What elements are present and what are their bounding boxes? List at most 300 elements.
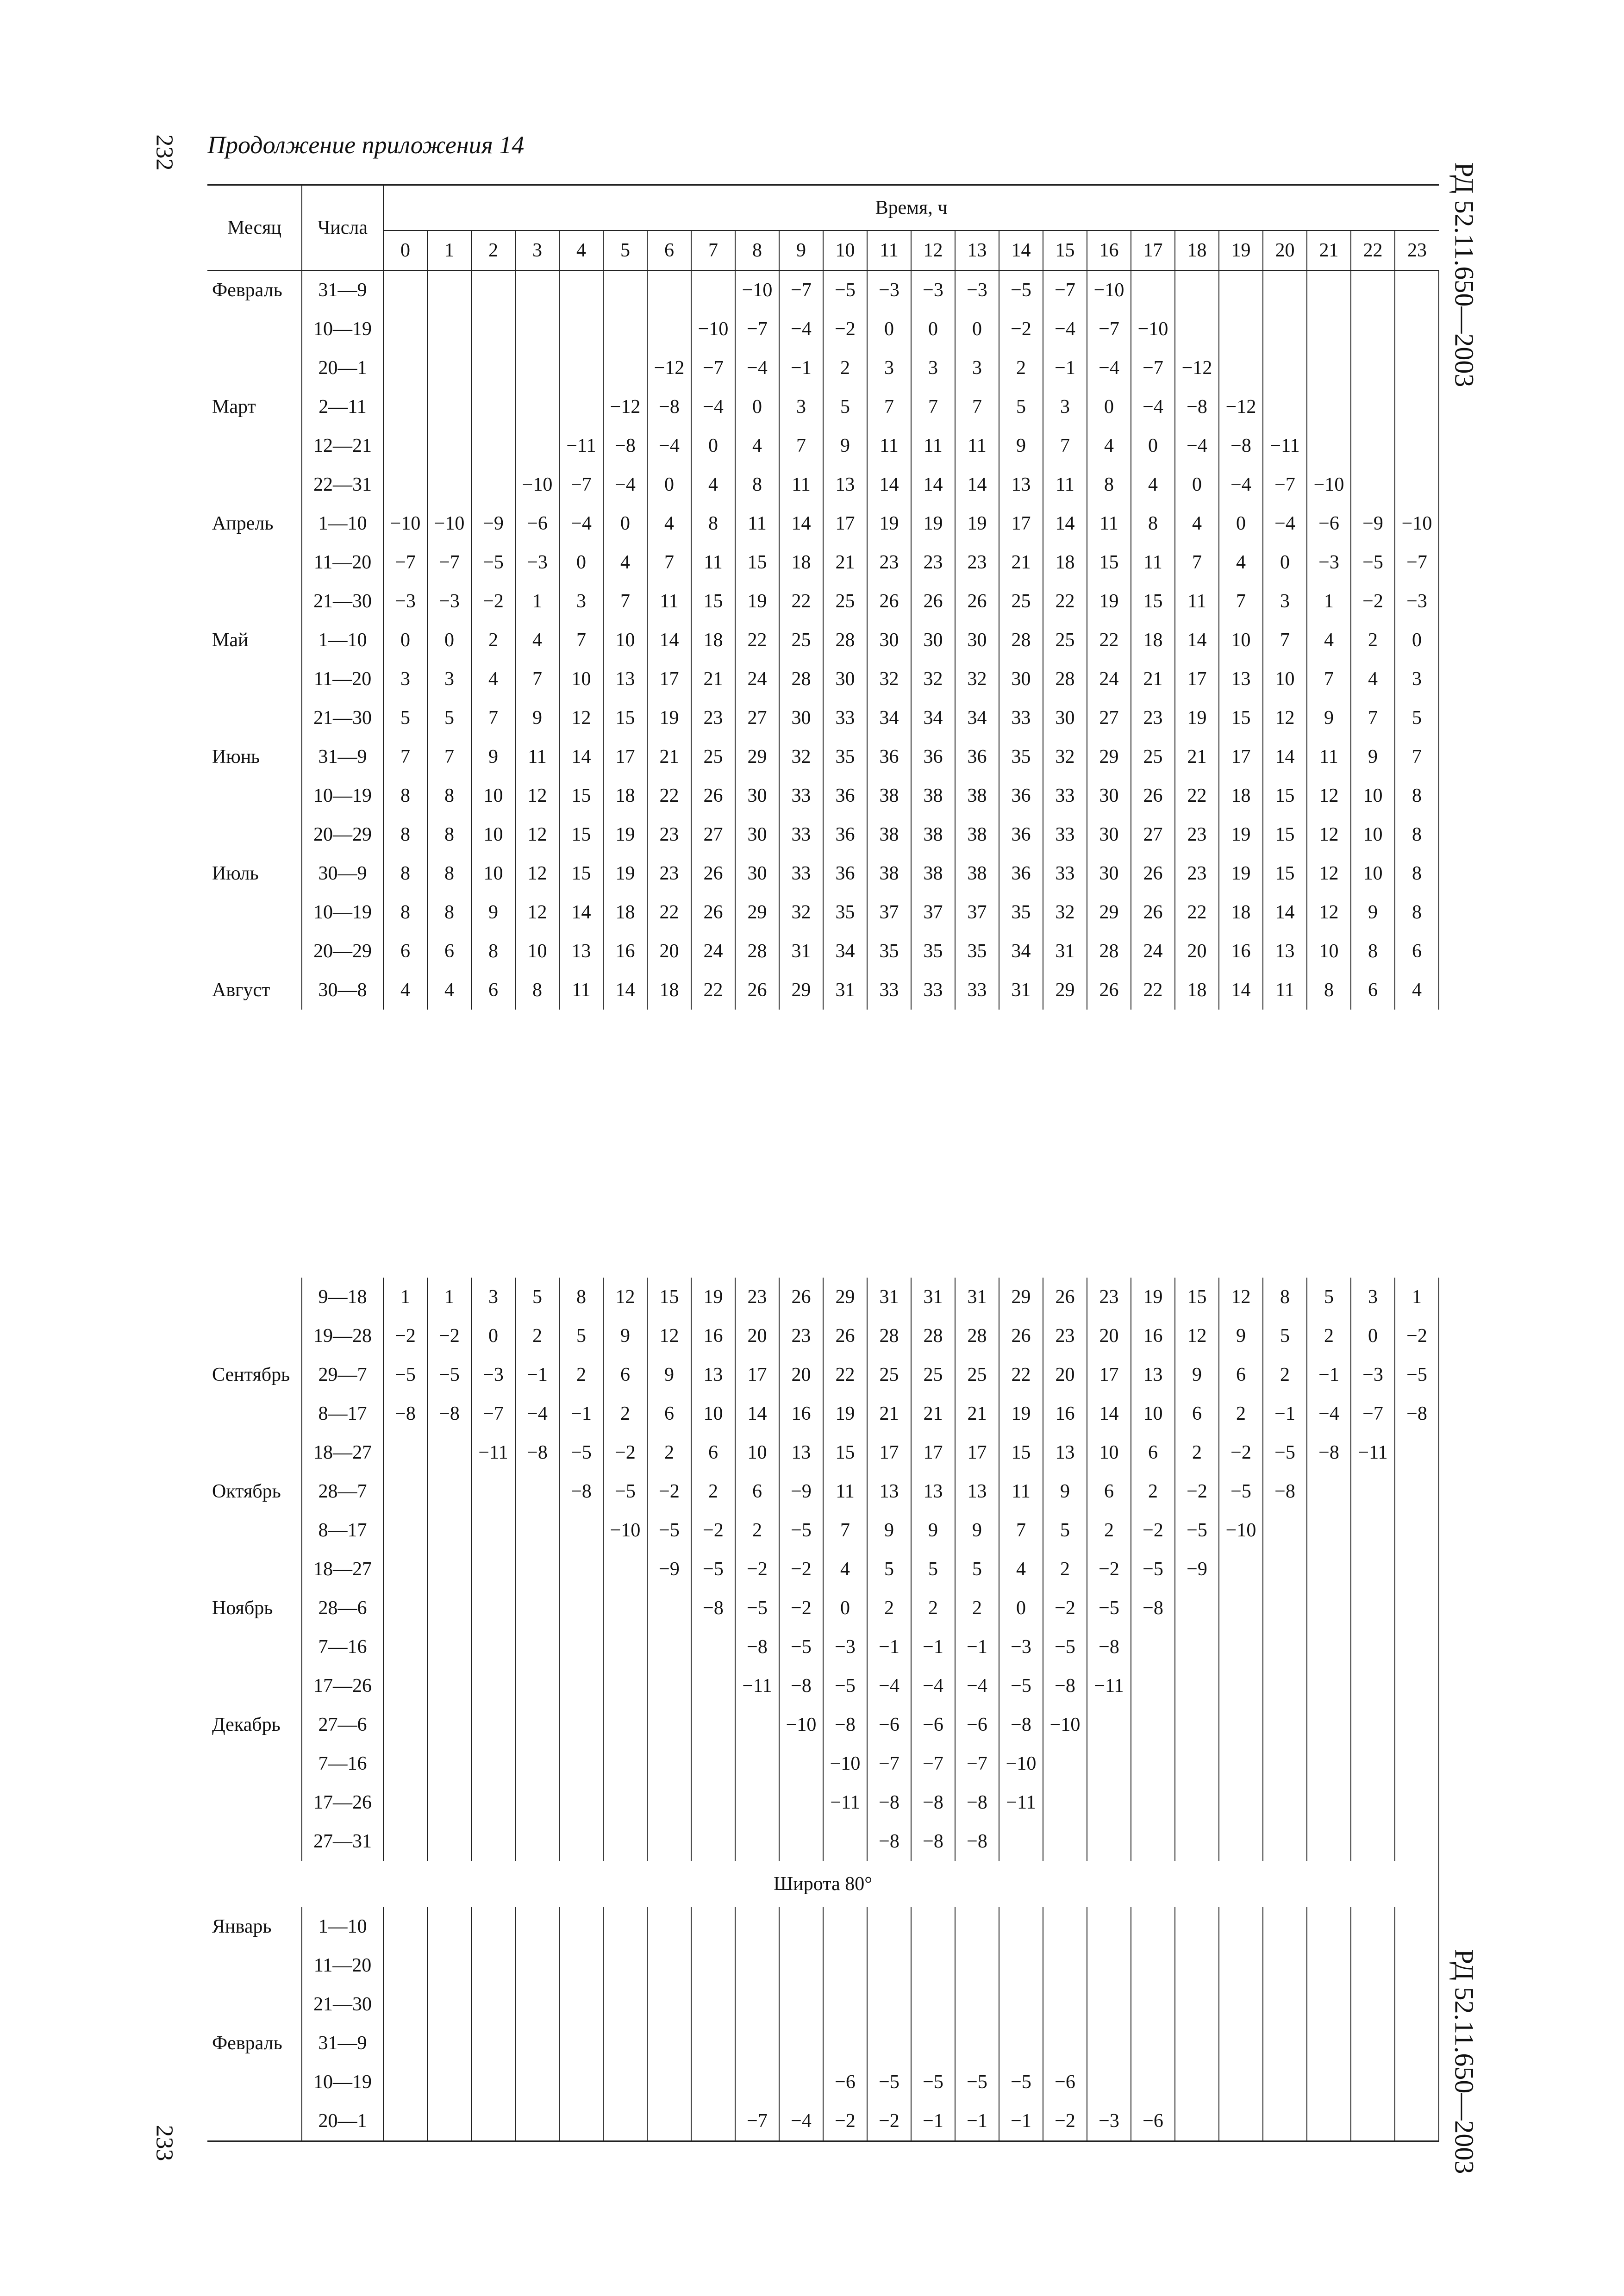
value-cell: −10 xyxy=(1219,1511,1263,1550)
value-cell: 1 xyxy=(515,582,559,621)
value-cell xyxy=(1307,1511,1351,1550)
value-cell xyxy=(383,1783,427,1822)
days-cell: 29—7 xyxy=(302,1355,383,1394)
value-cell: −8 xyxy=(1395,1394,1439,1433)
value-cell: −8 xyxy=(383,1394,427,1433)
value-cell: 17 xyxy=(735,1355,779,1394)
value-cell: 26 xyxy=(1131,854,1175,893)
month-cell xyxy=(207,1394,302,1433)
value-cell: 4 xyxy=(1175,504,1219,543)
value-cell: 2 xyxy=(911,1589,955,1628)
value-cell: 12 xyxy=(1307,776,1351,815)
value-cell xyxy=(1307,310,1351,349)
value-cell: 0 xyxy=(1175,465,1219,504)
value-cell: −1 xyxy=(559,1394,603,1433)
header-hour: 1 xyxy=(427,231,471,270)
value-cell xyxy=(1395,1628,1439,1666)
value-cell: −5 xyxy=(911,2063,955,2102)
value-cell: 0 xyxy=(867,310,911,349)
value-cell: 31 xyxy=(911,1278,955,1316)
value-cell xyxy=(603,270,647,310)
value-cell: 15 xyxy=(735,543,779,582)
value-cell: 12 xyxy=(647,1316,691,1355)
value-cell: 6 xyxy=(427,932,471,971)
table-row xyxy=(207,1433,1439,1472)
value-cell xyxy=(1307,349,1351,387)
value-cell: 4 xyxy=(1307,621,1351,660)
value-cell xyxy=(471,1589,515,1628)
days-cell: 12—21 xyxy=(302,426,383,465)
value-cell: 32 xyxy=(911,660,955,699)
page-title: Продолжение приложения 14 xyxy=(207,131,525,159)
value-cell xyxy=(691,1783,735,1822)
value-cell: 33 xyxy=(911,971,955,1010)
value-cell xyxy=(471,1550,515,1589)
days-cell: 30—8 xyxy=(302,971,383,1010)
days-cell: 31—9 xyxy=(302,270,383,310)
value-cell: 26 xyxy=(1043,1278,1087,1316)
value-cell: −3 xyxy=(1395,582,1439,621)
value-cell: 0 xyxy=(735,387,779,426)
value-cell: 23 xyxy=(647,815,691,854)
value-cell xyxy=(559,1705,603,1744)
value-cell: −1 xyxy=(515,1355,559,1394)
days-cell: 20—29 xyxy=(302,815,383,854)
days-cell: 19—28 xyxy=(302,1316,383,1355)
value-cell: −1 xyxy=(955,2102,999,2141)
value-cell: −2 xyxy=(1087,1550,1131,1589)
value-cell xyxy=(383,1472,427,1511)
value-cell: −1 xyxy=(955,1628,999,1666)
value-cell xyxy=(471,2063,515,2102)
value-cell xyxy=(515,1907,559,1946)
value-cell: 36 xyxy=(823,854,867,893)
value-cell: 11 xyxy=(867,426,911,465)
value-cell: 25 xyxy=(779,621,823,660)
value-cell xyxy=(779,1907,823,1946)
value-cell xyxy=(603,2063,647,2102)
value-cell: −3 xyxy=(1307,543,1351,582)
value-cell xyxy=(427,1666,471,1705)
value-cell: 8 xyxy=(515,971,559,1010)
value-cell: 3 xyxy=(559,582,603,621)
value-cell: 19 xyxy=(1219,854,1263,893)
value-cell: 29 xyxy=(999,1278,1043,1316)
value-cell: 3 xyxy=(383,660,427,699)
value-cell xyxy=(1087,2063,1131,2102)
value-cell: 9 xyxy=(955,1511,999,1550)
value-cell: 35 xyxy=(911,932,955,971)
value-cell: 30 xyxy=(999,660,1043,699)
value-cell: 8 xyxy=(1307,971,1351,1010)
value-cell: −4 xyxy=(1307,1394,1351,1433)
value-cell xyxy=(691,1666,735,1705)
value-cell xyxy=(559,349,603,387)
value-cell: 33 xyxy=(779,854,823,893)
month-cell xyxy=(207,660,302,699)
value-cell xyxy=(1307,1705,1351,1744)
value-cell: 32 xyxy=(779,737,823,776)
value-cell: −8 xyxy=(603,426,647,465)
value-cell xyxy=(1395,1511,1439,1550)
value-cell: −2 xyxy=(1395,1316,1439,1355)
value-cell: 4 xyxy=(471,660,515,699)
value-cell xyxy=(1307,426,1351,465)
value-cell: 23 xyxy=(1131,699,1175,737)
value-cell xyxy=(1307,1550,1351,1589)
value-cell: 8 xyxy=(383,815,427,854)
table-row xyxy=(207,737,1439,776)
value-cell xyxy=(1351,1511,1395,1550)
value-cell: −2 xyxy=(823,310,867,349)
value-cell: 8 xyxy=(427,854,471,893)
value-cell xyxy=(1087,1783,1131,1822)
value-cell xyxy=(1307,1666,1351,1705)
value-cell xyxy=(1043,1985,1087,2024)
value-cell: 26 xyxy=(779,1278,823,1316)
value-cell xyxy=(1219,270,1263,310)
value-cell: −8 xyxy=(1307,1433,1351,1472)
month-cell: Ноябрь xyxy=(207,1589,302,1628)
table-row xyxy=(207,465,1439,504)
value-cell xyxy=(471,1628,515,1666)
value-cell: −2 xyxy=(471,582,515,621)
value-cell xyxy=(1263,1822,1307,1861)
value-cell: 19 xyxy=(647,699,691,737)
value-cell: 4 xyxy=(1351,660,1395,699)
value-cell: −5 xyxy=(999,2063,1043,2102)
value-cell xyxy=(1395,310,1439,349)
value-cell: −1 xyxy=(1263,1394,1307,1433)
value-cell: 14 xyxy=(647,621,691,660)
value-cell: 11 xyxy=(691,543,735,582)
value-cell xyxy=(647,1783,691,1822)
value-cell xyxy=(515,1550,559,1589)
value-cell xyxy=(427,310,471,349)
value-cell: −1 xyxy=(1307,1355,1351,1394)
value-cell: 19 xyxy=(1087,582,1131,621)
value-cell: −8 xyxy=(1175,387,1219,426)
value-cell xyxy=(647,1985,691,2024)
value-cell xyxy=(1175,1822,1219,1861)
value-cell xyxy=(647,2102,691,2141)
value-cell xyxy=(603,310,647,349)
value-cell xyxy=(691,1744,735,1783)
value-cell: 19 xyxy=(823,1394,867,1433)
value-cell xyxy=(1395,349,1439,387)
value-cell: 6 xyxy=(603,1355,647,1394)
value-cell: 29 xyxy=(823,1278,867,1316)
value-cell xyxy=(823,2024,867,2063)
value-cell xyxy=(559,1946,603,1985)
value-cell: 10 xyxy=(1219,621,1263,660)
value-cell: 21 xyxy=(691,660,735,699)
value-cell xyxy=(823,1907,867,1946)
value-cell: 31 xyxy=(779,932,823,971)
value-cell xyxy=(1131,1666,1175,1705)
value-cell: 19 xyxy=(603,815,647,854)
value-cell xyxy=(647,310,691,349)
table-row xyxy=(207,1822,1439,1861)
value-cell xyxy=(1307,1946,1351,1985)
value-cell: 15 xyxy=(647,1278,691,1316)
value-cell: 22 xyxy=(1043,582,1087,621)
value-cell xyxy=(1219,2102,1263,2141)
value-cell xyxy=(427,1705,471,1744)
value-cell xyxy=(779,2024,823,2063)
value-cell: −6 xyxy=(1131,2102,1175,2141)
days-cell: 11—20 xyxy=(302,543,383,582)
value-cell: 25 xyxy=(911,1355,955,1394)
value-cell: 7 xyxy=(823,1511,867,1550)
value-cell: 10 xyxy=(1131,1394,1175,1433)
value-cell: −8 xyxy=(955,1783,999,1822)
value-cell: 2 xyxy=(471,621,515,660)
value-cell: 25 xyxy=(867,1355,911,1394)
value-cell xyxy=(779,1985,823,2024)
value-cell: 15 xyxy=(1087,543,1131,582)
days-cell: 10—19 xyxy=(302,893,383,932)
value-cell xyxy=(1351,1550,1395,1589)
value-cell xyxy=(1395,1705,1439,1744)
value-cell: 20 xyxy=(735,1316,779,1355)
value-cell xyxy=(1395,465,1439,504)
value-cell: 3 xyxy=(1351,1278,1395,1316)
header-hour: 16 xyxy=(1087,231,1131,270)
value-cell: −4 xyxy=(691,387,735,426)
value-cell xyxy=(1263,2024,1307,2063)
value-cell: 17 xyxy=(1219,737,1263,776)
value-cell: 11 xyxy=(515,737,559,776)
value-cell xyxy=(471,2024,515,2063)
value-cell: 8 xyxy=(383,893,427,932)
value-cell: −10 xyxy=(779,1705,823,1744)
header-hour: 7 xyxy=(691,231,735,270)
value-cell xyxy=(999,1907,1043,1946)
value-cell: 11 xyxy=(559,971,603,1010)
value-cell: −4 xyxy=(1087,349,1131,387)
header-hour: 5 xyxy=(603,231,647,270)
value-cell: 28 xyxy=(1043,660,1087,699)
value-cell xyxy=(1263,2102,1307,2141)
value-cell: 11 xyxy=(823,1472,867,1511)
value-cell xyxy=(603,1822,647,1861)
value-cell: −3 xyxy=(1351,1355,1395,1394)
value-cell xyxy=(1131,2063,1175,2102)
days-cell: 10—19 xyxy=(302,2063,383,2102)
value-cell xyxy=(691,1907,735,1946)
value-cell xyxy=(427,426,471,465)
value-cell: −4 xyxy=(955,1666,999,1705)
value-cell xyxy=(559,1589,603,1628)
value-cell xyxy=(383,2063,427,2102)
header-hour: 22 xyxy=(1351,231,1395,270)
value-cell: 26 xyxy=(1131,893,1175,932)
value-cell xyxy=(1263,1985,1307,2024)
value-cell xyxy=(955,1946,999,1985)
value-cell: 15 xyxy=(603,699,647,737)
value-cell xyxy=(559,1628,603,1666)
value-cell: −4 xyxy=(911,1666,955,1705)
value-cell: 33 xyxy=(955,971,999,1010)
value-cell: 12 xyxy=(559,699,603,737)
value-cell xyxy=(999,1946,1043,1985)
value-cell xyxy=(471,465,515,504)
value-cell: 7 xyxy=(867,387,911,426)
value-cell xyxy=(1351,2024,1395,2063)
value-cell: 5 xyxy=(1043,1511,1087,1550)
value-cell: 7 xyxy=(515,660,559,699)
value-cell: 26 xyxy=(735,971,779,1010)
value-cell xyxy=(471,1822,515,1861)
value-cell: 18 xyxy=(603,893,647,932)
value-cell: 14 xyxy=(779,504,823,543)
value-cell: −10 xyxy=(735,270,779,310)
month-cell xyxy=(207,893,302,932)
value-cell: 19 xyxy=(999,1394,1043,1433)
value-cell xyxy=(647,1822,691,1861)
value-cell: 23 xyxy=(1175,854,1219,893)
value-cell: 5 xyxy=(559,1316,603,1355)
value-cell xyxy=(647,2063,691,2102)
value-cell: 18 xyxy=(603,776,647,815)
header-hour: 8 xyxy=(735,231,779,270)
value-cell: −11 xyxy=(735,1666,779,1705)
header-hour: 2 xyxy=(471,231,515,270)
header-hour: 18 xyxy=(1175,231,1219,270)
value-cell: −8 xyxy=(999,1705,1043,1744)
value-cell: −5 xyxy=(867,2063,911,2102)
value-cell xyxy=(383,1907,427,1946)
value-cell: 9 xyxy=(515,699,559,737)
value-cell: 11 xyxy=(1043,465,1087,504)
days-cell: 20—1 xyxy=(302,349,383,387)
value-cell: 26 xyxy=(691,776,735,815)
days-cell: 8—17 xyxy=(302,1394,383,1433)
value-cell: −8 xyxy=(691,1589,735,1628)
table-row xyxy=(207,1355,1439,1394)
value-cell: 17 xyxy=(603,737,647,776)
value-cell: −10 xyxy=(1087,270,1131,310)
value-cell: 6 xyxy=(471,971,515,1010)
value-cell: 2 xyxy=(1307,1316,1351,1355)
value-cell xyxy=(559,1822,603,1861)
value-cell xyxy=(559,1666,603,1705)
value-cell: 2 xyxy=(647,1433,691,1472)
value-cell: 33 xyxy=(1043,776,1087,815)
value-cell: −2 xyxy=(647,1472,691,1511)
value-cell xyxy=(1131,270,1175,310)
value-cell: 23 xyxy=(867,543,911,582)
value-cell: 8 xyxy=(427,893,471,932)
value-cell: 14 xyxy=(1263,737,1307,776)
month-cell xyxy=(207,465,302,504)
value-cell: 9 xyxy=(647,1355,691,1394)
value-cell: 2 xyxy=(1351,621,1395,660)
month-cell xyxy=(207,1744,302,1783)
value-cell: 34 xyxy=(867,699,911,737)
value-cell: −7 xyxy=(1043,270,1087,310)
value-cell xyxy=(515,1705,559,1744)
value-cell: 3 xyxy=(471,1278,515,1316)
value-cell: 16 xyxy=(779,1394,823,1433)
value-cell xyxy=(1351,1985,1395,2024)
value-cell: 2 xyxy=(691,1472,735,1511)
month-cell xyxy=(207,932,302,971)
table-row xyxy=(207,543,1439,582)
value-cell: 11 xyxy=(1087,504,1131,543)
value-cell xyxy=(471,387,515,426)
value-cell xyxy=(1351,1946,1395,1985)
value-cell: 31 xyxy=(823,971,867,1010)
value-cell: 15 xyxy=(559,776,603,815)
value-cell: −11 xyxy=(1087,1666,1131,1705)
value-cell: 38 xyxy=(911,815,955,854)
value-cell xyxy=(955,1907,999,1946)
value-cell: −7 xyxy=(1087,310,1131,349)
value-cell: 8 xyxy=(559,1278,603,1316)
days-cell: 21—30 xyxy=(302,699,383,737)
value-cell: 13 xyxy=(1263,932,1307,971)
value-cell xyxy=(1263,1628,1307,1666)
value-cell xyxy=(1219,1744,1263,1783)
value-cell xyxy=(427,2024,471,2063)
value-cell xyxy=(471,270,515,310)
table-row xyxy=(207,660,1439,699)
table-row xyxy=(207,349,1439,387)
value-cell: 26 xyxy=(691,854,735,893)
value-cell: 17 xyxy=(999,504,1043,543)
value-cell xyxy=(1307,387,1351,426)
value-cell xyxy=(427,1589,471,1628)
value-cell: 0 xyxy=(647,465,691,504)
value-cell xyxy=(1219,1589,1263,1628)
value-cell: 22 xyxy=(1175,893,1219,932)
value-cell xyxy=(515,1744,559,1783)
value-cell: 5 xyxy=(823,387,867,426)
value-cell: 33 xyxy=(779,815,823,854)
value-cell: 8 xyxy=(1263,1278,1307,1316)
value-cell: −8 xyxy=(1131,1589,1175,1628)
value-cell: 23 xyxy=(691,699,735,737)
value-cell: −2 xyxy=(427,1316,471,1355)
value-cell: 13 xyxy=(955,1472,999,1511)
value-cell xyxy=(1131,1822,1175,1861)
value-cell: 20 xyxy=(1043,1355,1087,1394)
month-cell: Февраль xyxy=(207,270,302,310)
days-cell: 8—17 xyxy=(302,1511,383,1550)
value-cell xyxy=(1175,270,1219,310)
value-cell: 36 xyxy=(999,854,1043,893)
value-cell: 10 xyxy=(603,621,647,660)
value-cell: −4 xyxy=(1131,387,1175,426)
value-cell: −5 xyxy=(647,1511,691,1550)
value-cell: −7 xyxy=(1351,1394,1395,1433)
value-cell: −5 xyxy=(1131,1550,1175,1589)
table-row xyxy=(207,2102,1439,2141)
value-cell xyxy=(1087,2024,1131,2063)
value-cell: 36 xyxy=(911,737,955,776)
value-cell: −2 xyxy=(691,1511,735,1550)
value-cell: 13 xyxy=(1219,660,1263,699)
value-cell xyxy=(999,1822,1043,1861)
value-cell: 11 xyxy=(1263,971,1307,1010)
value-cell xyxy=(1131,2024,1175,2063)
value-cell: 7 xyxy=(1175,543,1219,582)
value-cell: 32 xyxy=(779,893,823,932)
value-cell: 23 xyxy=(911,543,955,582)
value-cell xyxy=(1307,1783,1351,1822)
